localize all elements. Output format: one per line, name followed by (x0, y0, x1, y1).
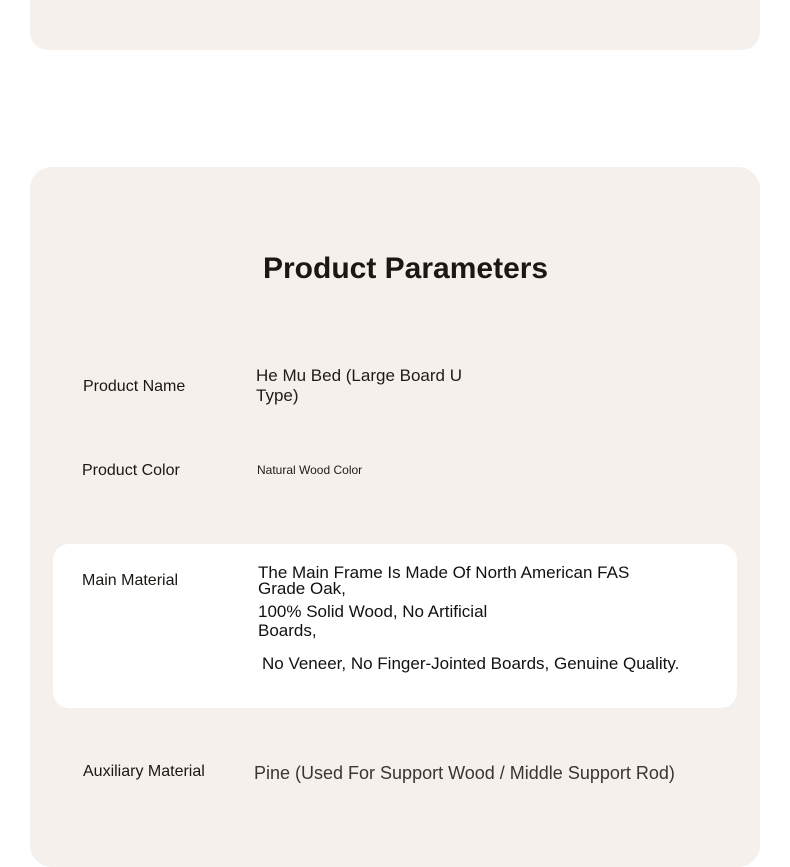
main-material-line-3: 100% Solid Wood, No Artificial (258, 602, 488, 621)
section-title: Product Parameters (263, 252, 549, 285)
main-material-line-2: Grade Oak, (258, 579, 346, 598)
main-material-line-1: The Main Frame Is Made Of North American FAS (258, 563, 630, 582)
main-material-label: Main Material (82, 572, 179, 589)
product-name-value-line-2: Type) (256, 386, 299, 405)
previous-section-card (30, 0, 760, 50)
auxiliary-material-value: Pine (Used For Support Wood / Middle Support Rod) (254, 763, 675, 783)
product-color-label: Product Color (82, 462, 180, 479)
product-color-value: Natural Wood Color (257, 463, 363, 477)
product-name-label: Product Name (83, 378, 186, 395)
auxiliary-material-label: Auxiliary Material (83, 763, 205, 780)
product-name-value (256, 366, 462, 406)
main-material-line-5: No Veneer, No Finger-Jointed Boards, Genuine Quality. (262, 654, 680, 673)
product-name-value-line-1: He Mu Bed (Large Board U (256, 366, 462, 385)
main-material-line-4: Boards, (258, 621, 317, 640)
